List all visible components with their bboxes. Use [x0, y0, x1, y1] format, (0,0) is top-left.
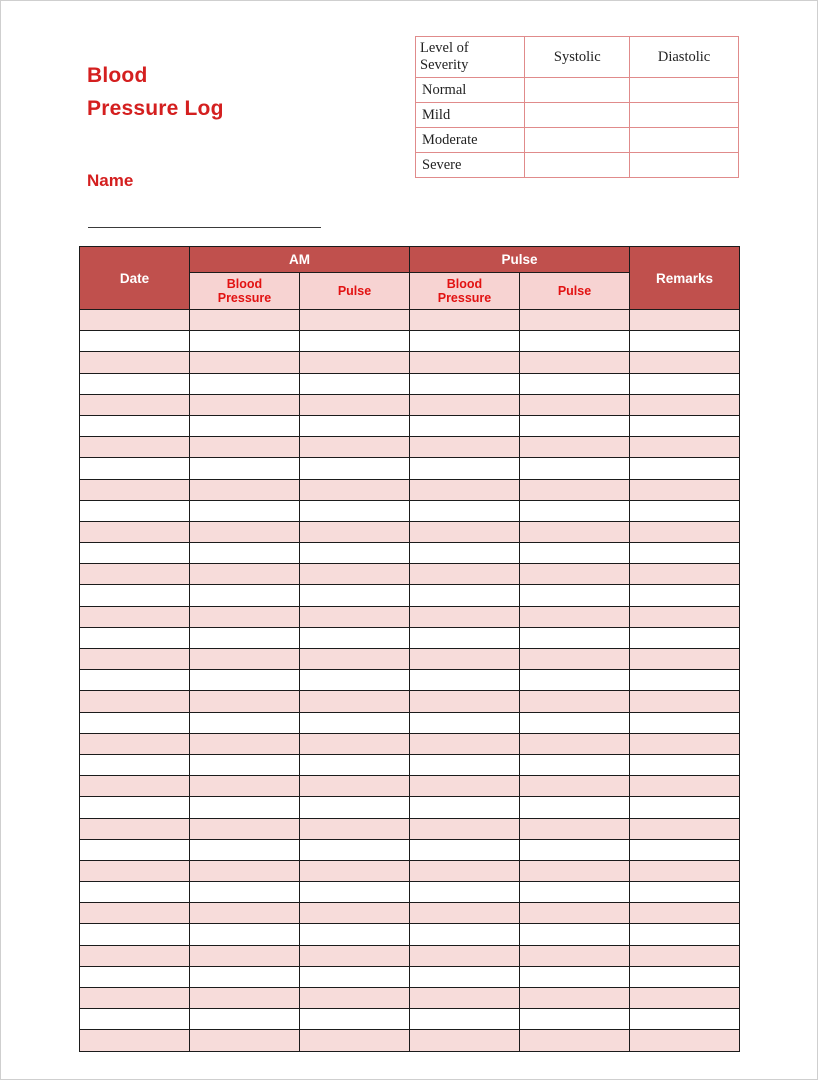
log-cell-bp-pm[interactable]	[410, 394, 520, 415]
log-cell-bp-pm[interactable]	[410, 585, 520, 606]
log-cell-pulse-pm[interactable]	[520, 1009, 630, 1030]
log-cell-date[interactable]	[80, 670, 190, 691]
log-cell-bp-am[interactable]	[190, 882, 300, 903]
table-row	[80, 691, 740, 712]
table-row	[80, 818, 740, 839]
table-row	[80, 670, 740, 691]
log-cell-pulse-pm[interactable]	[520, 352, 630, 373]
log-cell-bp-am[interactable]	[190, 437, 300, 458]
log-cell-date[interactable]	[80, 585, 190, 606]
log-cell-date[interactable]	[80, 754, 190, 775]
table-row	[80, 882, 740, 903]
log-cell-pulse-pm[interactable]	[520, 585, 630, 606]
log-cell-date[interactable]	[80, 500, 190, 521]
table-row	[416, 128, 739, 153]
log-cell-bp-am[interactable]	[190, 860, 300, 881]
log-cell-pulse-pm[interactable]	[520, 903, 630, 924]
table-row	[80, 903, 740, 924]
log-cell-bp-am[interactable]	[190, 945, 300, 966]
severity-diastolic-severe[interactable]	[630, 153, 739, 178]
table-row	[80, 352, 740, 373]
log-cell-bp-am[interactable]	[190, 839, 300, 860]
table-row	[80, 1030, 740, 1051]
log-cell-bp-pm[interactable]	[410, 839, 520, 860]
severity-systolic-normal[interactable]	[525, 78, 630, 103]
log-cell-bp-pm[interactable]	[410, 415, 520, 436]
log-cell-pulse-pm[interactable]	[520, 733, 630, 754]
log-cell-bp-pm[interactable]	[410, 966, 520, 987]
log-cell-bp-am[interactable]	[190, 988, 300, 1009]
log-cell-pulse-pm[interactable]	[520, 924, 630, 945]
log-cell-pulse-am[interactable]	[300, 966, 410, 987]
log-cell-bp-pm[interactable]	[410, 924, 520, 945]
log-header-remarks: Remarks	[630, 247, 740, 310]
severity-systolic-moderate[interactable]	[525, 128, 630, 153]
log-cell-pulse-pm[interactable]	[520, 521, 630, 542]
log-cell-pulse-pm[interactable]	[520, 691, 630, 712]
log-cell-bp-pm[interactable]	[410, 331, 520, 352]
table-row	[80, 924, 740, 945]
log-cell-remarks[interactable]	[630, 924, 740, 945]
log-cell-date[interactable]	[80, 458, 190, 479]
log-cell-bp-pm[interactable]	[410, 627, 520, 648]
log-cell-bp-pm[interactable]	[410, 373, 520, 394]
log-cell-remarks[interactable]	[630, 776, 740, 797]
log-cell-bp-pm[interactable]	[410, 606, 520, 627]
log-cell-pulse-am[interactable]	[300, 564, 410, 585]
log-cell-remarks[interactable]	[630, 373, 740, 394]
log-cell-date[interactable]	[80, 797, 190, 818]
log-cell-bp-am[interactable]	[190, 543, 300, 564]
log-cell-pulse-pm[interactable]	[520, 479, 630, 500]
table-row	[80, 754, 740, 775]
log-cell-remarks[interactable]	[630, 331, 740, 352]
log-cell-bp-am[interactable]	[190, 310, 300, 331]
log-cell-pulse-am[interactable]	[300, 776, 410, 797]
log-cell-bp-am[interactable]	[190, 606, 300, 627]
log-cell-bp-am[interactable]	[190, 670, 300, 691]
blood-pressure-log-table	[79, 246, 740, 1052]
log-cell-bp-pm[interactable]	[410, 797, 520, 818]
log-subheader-pulse-am: Pulse	[300, 273, 410, 310]
log-cell-bp-am[interactable]	[190, 1030, 300, 1051]
log-cell-remarks[interactable]	[630, 712, 740, 733]
table-row	[80, 945, 740, 966]
log-cell-bp-pm[interactable]	[410, 945, 520, 966]
table-row	[80, 564, 740, 585]
log-cell-bp-am[interactable]	[190, 776, 300, 797]
log-cell-pulse-pm[interactable]	[520, 394, 630, 415]
log-cell-bp-am[interactable]	[190, 754, 300, 775]
log-cell-bp-am[interactable]	[190, 500, 300, 521]
table-row	[80, 733, 740, 754]
log-cell-remarks[interactable]	[630, 543, 740, 564]
log-cell-pulse-pm[interactable]	[520, 564, 630, 585]
log-cell-remarks[interactable]	[630, 903, 740, 924]
log-cell-remarks[interactable]	[630, 415, 740, 436]
log-cell-bp-am[interactable]	[190, 797, 300, 818]
log-cell-pulse-pm[interactable]	[520, 627, 630, 648]
log-cell-pulse-am[interactable]	[300, 373, 410, 394]
log-cell-date[interactable]	[80, 331, 190, 352]
log-cell-date[interactable]	[80, 988, 190, 1009]
log-cell-remarks[interactable]	[630, 988, 740, 1009]
log-cell-pulse-am[interactable]	[300, 521, 410, 542]
log-cell-date[interactable]	[80, 1030, 190, 1051]
log-cell-bp-am[interactable]	[190, 712, 300, 733]
log-cell-remarks[interactable]	[630, 860, 740, 881]
log-cell-pulse-am[interactable]	[300, 818, 410, 839]
table-row	[80, 649, 740, 670]
log-cell-bp-am[interactable]	[190, 691, 300, 712]
log-cell-bp-pm[interactable]	[410, 1009, 520, 1030]
log-cell-bp-pm[interactable]	[410, 1030, 520, 1051]
log-subheader-pulse-pm: Pulse	[520, 273, 630, 310]
log-cell-pulse-am[interactable]	[300, 310, 410, 331]
log-cell-bp-pm[interactable]	[410, 310, 520, 331]
log-cell-pulse-am[interactable]	[300, 394, 410, 415]
table-row	[416, 153, 739, 178]
log-cell-remarks[interactable]	[630, 352, 740, 373]
severity-header-level-line2: Severity	[420, 57, 469, 73]
log-cell-remarks[interactable]	[630, 564, 740, 585]
table-row	[80, 310, 740, 331]
log-subheader-bp1-line1: Blood	[226, 277, 263, 291]
log-cell-pulse-am[interactable]	[300, 627, 410, 648]
log-cell-bp-am[interactable]	[190, 352, 300, 373]
log-cell-remarks[interactable]	[630, 585, 740, 606]
log-cell-date[interactable]	[80, 733, 190, 754]
table-row	[80, 839, 740, 860]
log-cell-date[interactable]	[80, 521, 190, 542]
log-cell-date[interactable]	[80, 606, 190, 627]
log-cell-date[interactable]	[80, 1009, 190, 1030]
page-title-line-1: Blood	[87, 64, 148, 87]
log-cell-remarks[interactable]	[630, 310, 740, 331]
log-cell-bp-pm[interactable]	[410, 882, 520, 903]
severity-systolic-severe[interactable]	[525, 153, 630, 178]
log-cell-pulse-am[interactable]	[300, 691, 410, 712]
log-cell-bp-am[interactable]	[190, 627, 300, 648]
log-cell-date[interactable]	[80, 479, 190, 500]
log-cell-remarks[interactable]	[630, 606, 740, 627]
severity-header-level	[416, 37, 525, 78]
table-row	[80, 543, 740, 564]
severity-level-normal: Normal	[416, 78, 525, 103]
log-cell-pulse-am[interactable]	[300, 839, 410, 860]
log-table-body	[80, 310, 740, 1052]
log-cell-bp-am[interactable]	[190, 585, 300, 606]
log-cell-bp-pm[interactable]	[410, 458, 520, 479]
log-subheader-blood-pressure-pm	[410, 273, 520, 310]
table-row	[80, 458, 740, 479]
log-cell-pulse-pm[interactable]	[520, 860, 630, 881]
log-cell-bp-pm[interactable]	[410, 691, 520, 712]
table-row	[80, 437, 740, 458]
log-cell-pulse-am[interactable]	[300, 1009, 410, 1030]
name-label: Name	[87, 171, 134, 190]
log-cell-bp-am[interactable]	[190, 458, 300, 479]
log-cell-remarks[interactable]	[630, 797, 740, 818]
log-cell-bp-pm[interactable]	[410, 500, 520, 521]
log-subheader-blood-pressure-am	[190, 273, 300, 310]
page-title	[87, 59, 347, 125]
log-cell-remarks[interactable]	[630, 1030, 740, 1051]
log-cell-remarks[interactable]	[630, 945, 740, 966]
severity-systolic-mild[interactable]	[525, 103, 630, 128]
log-cell-date[interactable]	[80, 373, 190, 394]
log-cell-date[interactable]	[80, 543, 190, 564]
table-row	[80, 712, 740, 733]
log-cell-pulse-am[interactable]	[300, 733, 410, 754]
log-cell-pulse-pm[interactable]	[520, 649, 630, 670]
log-cell-date[interactable]	[80, 818, 190, 839]
table-row	[80, 988, 740, 1009]
log-cell-pulse-pm[interactable]	[520, 966, 630, 987]
log-cell-date[interactable]	[80, 691, 190, 712]
log-cell-date[interactable]	[80, 394, 190, 415]
log-cell-bp-pm[interactable]	[410, 649, 520, 670]
log-cell-pulse-am[interactable]	[300, 415, 410, 436]
log-cell-pulse-pm[interactable]	[520, 882, 630, 903]
log-cell-date[interactable]	[80, 712, 190, 733]
severity-diastolic-normal[interactable]	[630, 78, 739, 103]
log-cell-pulse-pm[interactable]	[520, 331, 630, 352]
log-cell-bp-am[interactable]	[190, 903, 300, 924]
log-cell-date[interactable]	[80, 924, 190, 945]
log-cell-remarks[interactable]	[630, 500, 740, 521]
log-cell-pulse-pm[interactable]	[520, 818, 630, 839]
log-cell-remarks[interactable]	[630, 521, 740, 542]
severity-diastolic-moderate[interactable]	[630, 128, 739, 153]
log-cell-date[interactable]	[80, 945, 190, 966]
log-cell-bp-am[interactable]	[190, 373, 300, 394]
log-cell-bp-am[interactable]	[190, 818, 300, 839]
table-row	[80, 331, 740, 352]
log-cell-pulse-pm[interactable]	[520, 543, 630, 564]
log-cell-bp-am[interactable]	[190, 521, 300, 542]
log-cell-pulse-am[interactable]	[300, 860, 410, 881]
log-cell-pulse-am[interactable]	[300, 649, 410, 670]
log-cell-remarks[interactable]	[630, 670, 740, 691]
log-cell-pulse-am[interactable]	[300, 585, 410, 606]
log-cell-bp-am[interactable]	[190, 331, 300, 352]
log-cell-date[interactable]	[80, 352, 190, 373]
log-cell-pulse-pm[interactable]	[520, 670, 630, 691]
log-cell-bp-am[interactable]	[190, 924, 300, 945]
log-cell-date[interactable]	[80, 882, 190, 903]
log-cell-bp-pm[interactable]	[410, 818, 520, 839]
log-cell-pulse-am[interactable]	[300, 903, 410, 924]
log-cell-pulse-pm[interactable]	[520, 839, 630, 860]
table-row	[80, 500, 740, 521]
log-cell-pulse-pm[interactable]	[520, 437, 630, 458]
log-cell-remarks[interactable]	[630, 733, 740, 754]
log-cell-pulse-pm[interactable]	[520, 754, 630, 775]
log-cell-pulse-am[interactable]	[300, 543, 410, 564]
log-subheader-bp2-line1: Blood	[446, 277, 483, 291]
table-row	[80, 966, 740, 987]
table-row	[416, 78, 739, 103]
log-cell-bp-pm[interactable]	[410, 988, 520, 1009]
severity-level-moderate: Moderate	[416, 128, 525, 153]
log-cell-date[interactable]	[80, 415, 190, 436]
log-cell-date[interactable]	[80, 564, 190, 585]
log-cell-pulse-am[interactable]	[300, 712, 410, 733]
log-cell-bp-am[interactable]	[190, 649, 300, 670]
log-cell-pulse-pm[interactable]	[520, 373, 630, 394]
log-subheader-bp1-line2: Pressure	[217, 291, 272, 305]
log-cell-pulse-am[interactable]	[300, 606, 410, 627]
table-row	[80, 776, 740, 797]
severity-level-mild: Mild	[416, 103, 525, 128]
table-row	[80, 373, 740, 394]
table-row	[80, 627, 740, 648]
log-cell-bp-pm[interactable]	[410, 479, 520, 500]
log-cell-bp-pm[interactable]	[410, 437, 520, 458]
log-cell-bp-pm[interactable]	[410, 521, 520, 542]
log-cell-pulse-am[interactable]	[300, 797, 410, 818]
log-cell-bp-pm[interactable]	[410, 776, 520, 797]
log-subheader-bp2-line2: Pressure	[437, 291, 492, 305]
log-cell-remarks[interactable]	[630, 458, 740, 479]
log-cell-pulse-am[interactable]	[300, 479, 410, 500]
page-title-line-2: Pressure Log	[87, 97, 224, 120]
log-cell-pulse-pm[interactable]	[520, 776, 630, 797]
table-row	[80, 415, 740, 436]
severity-header-diastolic: Diastolic	[630, 37, 739, 78]
log-cell-bp-am[interactable]	[190, 415, 300, 436]
log-cell-bp-am[interactable]	[190, 966, 300, 987]
table-row	[80, 479, 740, 500]
table-row	[416, 103, 739, 128]
log-cell-pulse-am[interactable]	[300, 1030, 410, 1051]
log-cell-remarks[interactable]	[630, 394, 740, 415]
log-cell-date[interactable]	[80, 437, 190, 458]
log-cell-date[interactable]	[80, 776, 190, 797]
severity-level-severe: Severe	[416, 153, 525, 178]
log-cell-pulse-pm[interactable]	[520, 415, 630, 436]
log-cell-bp-pm[interactable]	[410, 564, 520, 585]
severity-header-systolic: Systolic	[525, 37, 630, 78]
log-cell-pulse-am[interactable]	[300, 988, 410, 1009]
severity-diastolic-mild[interactable]	[630, 103, 739, 128]
log-cell-bp-pm[interactable]	[410, 712, 520, 733]
log-cell-pulse-am[interactable]	[300, 670, 410, 691]
severity-table-body	[416, 78, 739, 178]
log-cell-pulse-am[interactable]	[300, 882, 410, 903]
log-cell-pulse-pm[interactable]	[520, 500, 630, 521]
severity-reference-table	[415, 36, 739, 178]
log-cell-bp-am[interactable]	[190, 1009, 300, 1030]
log-cell-pulse-pm[interactable]	[520, 458, 630, 479]
log-cell-pulse-am[interactable]	[300, 331, 410, 352]
log-cell-pulse-pm[interactable]	[520, 606, 630, 627]
log-cell-bp-pm[interactable]	[410, 903, 520, 924]
log-cell-remarks[interactable]	[630, 754, 740, 775]
severity-header-level-line1: Level of	[420, 40, 469, 56]
log-cell-pulse-am[interactable]	[300, 924, 410, 945]
log-header-row-top	[80, 247, 740, 273]
log-cell-pulse-am[interactable]	[300, 437, 410, 458]
log-header-date: Date	[80, 247, 190, 310]
log-cell-pulse-pm[interactable]	[520, 712, 630, 733]
log-cell-pulse-am[interactable]	[300, 500, 410, 521]
log-cell-date[interactable]	[80, 649, 190, 670]
log-cell-bp-pm[interactable]	[410, 543, 520, 564]
log-cell-remarks[interactable]	[630, 649, 740, 670]
table-row	[80, 585, 740, 606]
log-cell-remarks[interactable]	[630, 839, 740, 860]
log-cell-pulse-am[interactable]	[300, 754, 410, 775]
log-cell-bp-pm[interactable]	[410, 754, 520, 775]
log-cell-bp-am[interactable]	[190, 733, 300, 754]
log-cell-bp-pm[interactable]	[410, 670, 520, 691]
table-row	[80, 394, 740, 415]
log-cell-pulse-am[interactable]	[300, 945, 410, 966]
log-cell-bp-am[interactable]	[190, 394, 300, 415]
log-cell-bp-pm[interactable]	[410, 860, 520, 881]
log-cell-pulse-pm[interactable]	[520, 945, 630, 966]
table-row	[80, 521, 740, 542]
log-cell-pulse-pm[interactable]	[520, 1030, 630, 1051]
log-cell-date[interactable]	[80, 903, 190, 924]
log-header-am: AM	[190, 247, 410, 273]
name-write-in-line[interactable]	[88, 227, 321, 228]
log-cell-remarks[interactable]	[630, 437, 740, 458]
table-row	[80, 797, 740, 818]
log-cell-bp-am[interactable]	[190, 479, 300, 500]
log-cell-remarks[interactable]	[630, 1009, 740, 1030]
log-cell-date[interactable]	[80, 860, 190, 881]
log-cell-date[interactable]	[80, 310, 190, 331]
log-cell-remarks[interactable]	[630, 966, 740, 987]
log-cell-bp-pm[interactable]	[410, 352, 520, 373]
log-cell-remarks[interactable]	[630, 479, 740, 500]
severity-table-head	[416, 37, 739, 78]
table-row	[80, 860, 740, 881]
log-header-pulse-group: Pulse	[410, 247, 630, 273]
severity-header-row	[416, 37, 739, 78]
log-cell-date[interactable]	[80, 627, 190, 648]
table-row	[80, 606, 740, 627]
table-row	[80, 1009, 740, 1030]
log-cell-remarks[interactable]	[630, 627, 740, 648]
log-cell-remarks[interactable]	[630, 882, 740, 903]
log-cell-pulse-pm[interactable]	[520, 988, 630, 1009]
log-cell-pulse-pm[interactable]	[520, 310, 630, 331]
log-cell-pulse-am[interactable]	[300, 352, 410, 373]
log-cell-remarks[interactable]	[630, 691, 740, 712]
log-cell-date[interactable]	[80, 839, 190, 860]
log-cell-pulse-am[interactable]	[300, 458, 410, 479]
log-cell-bp-pm[interactable]	[410, 733, 520, 754]
log-cell-pulse-pm[interactable]	[520, 797, 630, 818]
log-cell-remarks[interactable]	[630, 818, 740, 839]
log-table-head	[80, 247, 740, 310]
log-cell-date[interactable]	[80, 966, 190, 987]
log-cell-bp-am[interactable]	[190, 564, 300, 585]
